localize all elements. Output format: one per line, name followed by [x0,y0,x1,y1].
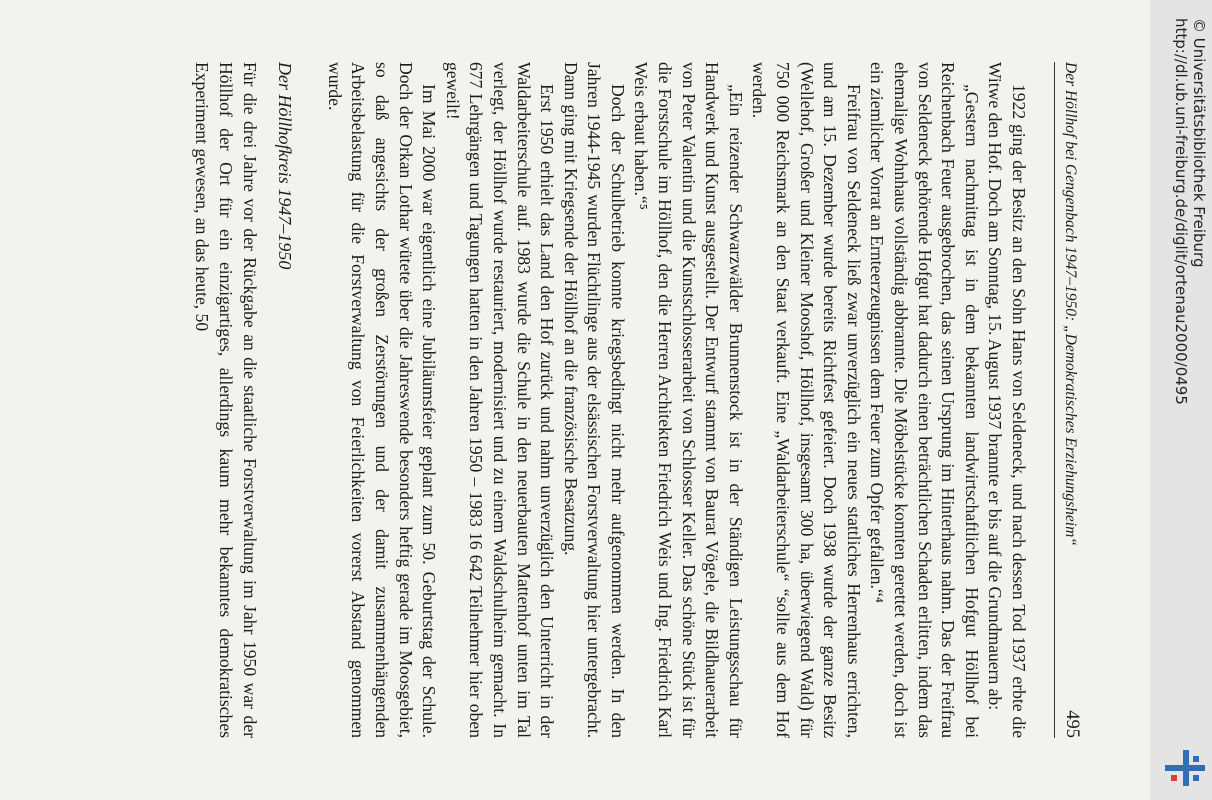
paragraph-1: 1922 ging der Besitz an den Sohn Hans von Seldeneck, und nach dessen Tod 1937 erbte die Witwe den Hof. Doch am Sonntag, 15. August 1937 brannte er bis auf die Grundmauern ab: [985,62,1029,738]
running-title: Der Höllhof bei Gengenbach 1947–1950: „Demokratisches Erziehungsheim“ [1062,62,1079,546]
paragraph-5: Doch der Schulbetrieb konnte kriegsbedingt nicht mehr aufgenommen werden. In den Jahren 1944-1945 wurden Flüchtlinge aus der elsässischen Forstverwaltung hier untergebracht. Dann ging mit Kriegsende der Höllhof an die französische Besatzung. [560,62,628,738]
paragraph-2: „Gestern nachmittag ist in dem bekannten landwirtschaftlichen Hofgut Höllhof bei Reichenbach Feuer ausgebrochen, das seinen Ursprung im Hinterhaus nahm. Das der Freifrau von Seldeneck gehörende Hofgut hat dadurch einen beträchtlichen Schaden erlitten, indem das ehemalige Wohnhaus vollständig abbrannte. Die Möbelstücke konnten gerettet werden, doch ist ein ziemlicher Vorrat an Ernteerzeugnissen dem Feuer zum Opfer gefallen.“⁴ [867,62,982,738]
section-paragraph: Für die drei Jahre vor der Rückgabe an die staatliche Forstverwaltung im Jahr 1950 war der Höllhof der Ort für ein einzigartiges, allerdings kaum mehr bekanntes demokratisches Experiment gewesen, an das heute, 50 [192,62,260,738]
source-url-link[interactable]: http://dl.ub.uni-freiburg.de/diglit/ortenau2000/0495 [1172,18,1190,405]
section-heading: Der Höllhofkreis 1947–1950 [275,62,296,270]
running-header [1054,62,1085,738]
body-text [190,62,1030,738]
library-logo-icon [1165,748,1205,788]
paragraph-6: Erst 1950 erhielt das Land den Hof zurück und nahm unverzüglich den Unterricht in der Waldarbeiterschule auf. 1983 wurde die Schule in den neuerbauten Mattenhof unten im Tal verlegt, der Höllhof wurde restauriert, modernisiert und zu einem Waldschulheim gemacht. In 677 Lehrgängen und Tagungen hatten in den Jahren 1950 – 1983 16 642 Teilnehmer hier oben geweilt! [442,62,558,738]
paragraph-7: Im Mai 2000 war eigentlich eine Jubiläumsfeier geplant zum 50. Geburtstag der Schule. Doch der Orkan Lothar wütete über die Jahreswende besonders heftig gerade im Moosgebiet, so daß angesichts der großen Zerstörungen und der damit zusammenhängenden Arbeitsbelastung für die Forstverwaltung von Feierlichkeiten vorerst Abstand genommen wurde. [324,62,440,738]
paragraph-3: Freifrau von Seldeneck ließ zwar unverzüglich ein neues stattliches Herrenhaus errichten, und am 15. Dezember wurde bereits Richtfest gefeiert. Doch 1938 wurde der ganze Besitz (Wellehof, Großer und Kleiner Mooshof, Höllhof, insgesamt 300 ha, überwiegend Wald) für 750 000 Reichsmark an den Staat verkauft. Eine „Waldarbeiterschule“ “sollte aus dem Hof werden. [749,62,864,738]
copyright-text: © Universitätsbibliothek Freiburg [1190,18,1208,268]
paragraph-4: „Ein reizender Schwarzwälder Brunnenstock ist in der Ständigen Leistungsschau für Handwerk und Kunst ausgestellt. Der Entwurf stammt von Baurat Vögele, die Bildhauerarbeit von Peter Valentin und die Kunstschlosserarbeit von Schlosser Keller. Das schöne Stück ist für die Forstschule im Höllhof, den die Herren Architekten Friedrich Weis und Ing. Friedrich Karl Weis erbaut haben.“⁵ [631,62,746,738]
page-number: 495 [1062,710,1082,738]
